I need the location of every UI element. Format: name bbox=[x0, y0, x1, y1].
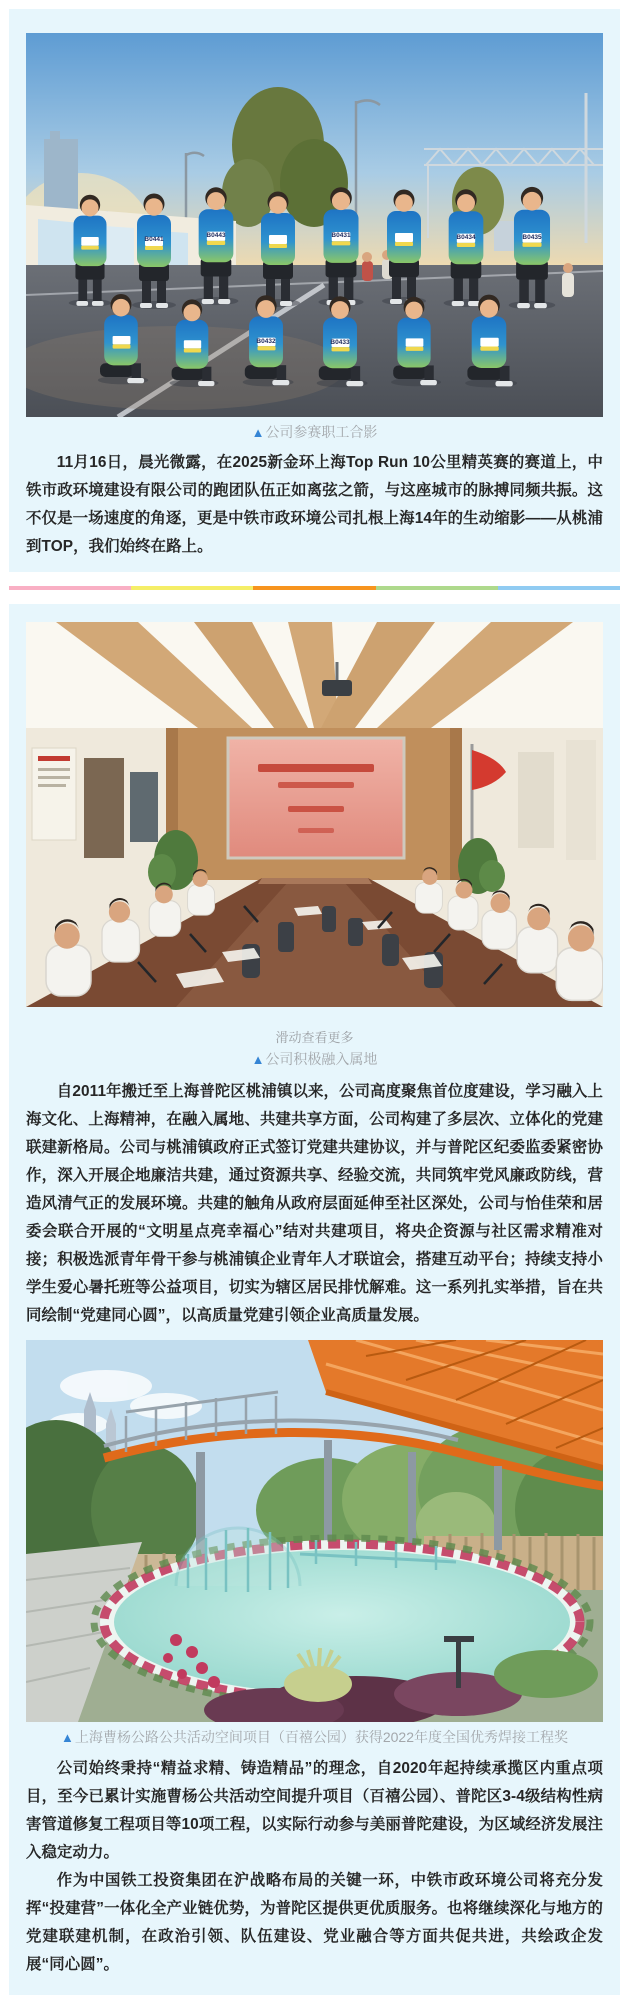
article-page bbox=[9, 9, 620, 1995]
paragraph-outlook: 作为中国铁工投资集团在沪战略布局的关键一环，中铁市政环境公司将充分发挥“投建营”一体化全产业链优势，为普陀区提供更优质服务。也将继续深化与地方的党建联建机制，在政治引领、队伍建设、党业融合等方面共促共进，共绘政企发展“同心圆”。 bbox=[26, 1872, 603, 1973]
section-divider-band bbox=[9, 572, 620, 604]
projector-screen bbox=[228, 738, 404, 858]
group-photo-illustration bbox=[26, 33, 603, 417]
rainbow-divider bbox=[9, 586, 620, 590]
bib-number: B0441 bbox=[144, 236, 164, 243]
caption-group-photo bbox=[26, 422, 603, 443]
bib-number: B0431 bbox=[331, 232, 351, 239]
figure-park-photo bbox=[26, 1340, 603, 1748]
caption-park-project bbox=[26, 1727, 603, 1748]
park-photo-illustration bbox=[26, 1340, 603, 1722]
figure-group-photo bbox=[26, 33, 603, 443]
bib-number: B0435 bbox=[522, 234, 542, 241]
caption-integration-text: 公司积极融入属地 bbox=[265, 1051, 378, 1067]
caption-park-project-text: 上海曹杨公路公共活动空间项目（百禧公园）获得2022年度全国优秀焊接工程奖 bbox=[74, 1729, 569, 1745]
paragraph-integration: 自2011年搬迁至上海普陀区桃浦镇以来，公司高度聚焦首位度建设，学习融入上海文化、上海精神，在融入属地、共建共享方面，公司构建了多层次、立体化的党建联建新格局。公司与桃浦镇政府正式签订党建共建协议，并与普陀区纪委监委紧密协作，深入开展企地廉洁共建，通过资源共享、经验交流，共同筑牢党风廉政防线，营造风清气正的发展环境。共建的触角从政府层面延伸至社区深处，公司与怡佳荣和居委会联合开展的“文明星点亮幸福心”结对共建项目，将央企资源与社区需求精准对接；积极选派青年骨干参与桃浦镇企业青年人才联谊会，搭建互动平台；持续支持小学生爱心暑托班等公益项目，切实为辖区居民排忧解难。这一系列扎实举措，旨在共同绘制“党建同心圆”，以高质量党建引领企业高质量发展。 bbox=[26, 1083, 603, 1324]
caption-group-photo-text: 公司参赛职工合影 bbox=[265, 424, 378, 440]
divider-segment-blue bbox=[498, 586, 620, 590]
caption-marker-icon: ▲ bbox=[60, 1730, 74, 1745]
divider-segment-pink bbox=[9, 586, 131, 590]
swipe-hint: 滑动查看更多 bbox=[275, 1030, 354, 1045]
caption-integration bbox=[26, 1049, 603, 1070]
group-photo bbox=[26, 33, 603, 417]
divider-segment-green bbox=[376, 586, 498, 590]
bib-number: B0434 bbox=[456, 234, 476, 241]
paragraph-marathon: 11月16日，晨光微露，在2025新金环上海Top Run 10公里精英赛的赛道上，中铁市政环境建设有限公司的跑团队伍正如离弦之箭，与这座城市的脉搏同频共振。这不仅是一场速度的角逐，更是中铁市政环境公司扎根上海14年的生动缩影——从桃浦到TOP，我们始终在路上。 bbox=[26, 454, 603, 555]
section-integration bbox=[9, 604, 620, 1995]
bib-number: B0432 bbox=[256, 338, 276, 345]
caption-marker-icon: ▲ bbox=[251, 425, 265, 440]
divider-segment-yellow bbox=[131, 586, 253, 590]
paragraph-projects: 公司始终秉持“精益求精、铸造精品”的理念，自2020年起持续承揽区内重点项目，至今已累计实施曹杨公共活动空间提升项目（百禧公园）、普陀区3-4级结构性病害管道修复工程项目等10项工程，以实际行动参与美丽普陀建设，为区域经济发展注入稳定动力。 bbox=[26, 1760, 603, 1861]
section-marathon bbox=[9, 9, 620, 572]
bib-number: B0443 bbox=[206, 232, 226, 239]
park-photo bbox=[26, 1340, 603, 1722]
meeting-photo-illustration bbox=[26, 622, 603, 1007]
ceiling bbox=[26, 622, 603, 728]
meeting-photo-swipe-gallery[interactable] bbox=[26, 622, 603, 1007]
figure-meeting-photo bbox=[26, 622, 603, 1070]
divider-segment-orange bbox=[253, 586, 375, 590]
caption-marker-icon: ▲ bbox=[251, 1052, 265, 1067]
bib-number: B0433 bbox=[330, 339, 350, 346]
